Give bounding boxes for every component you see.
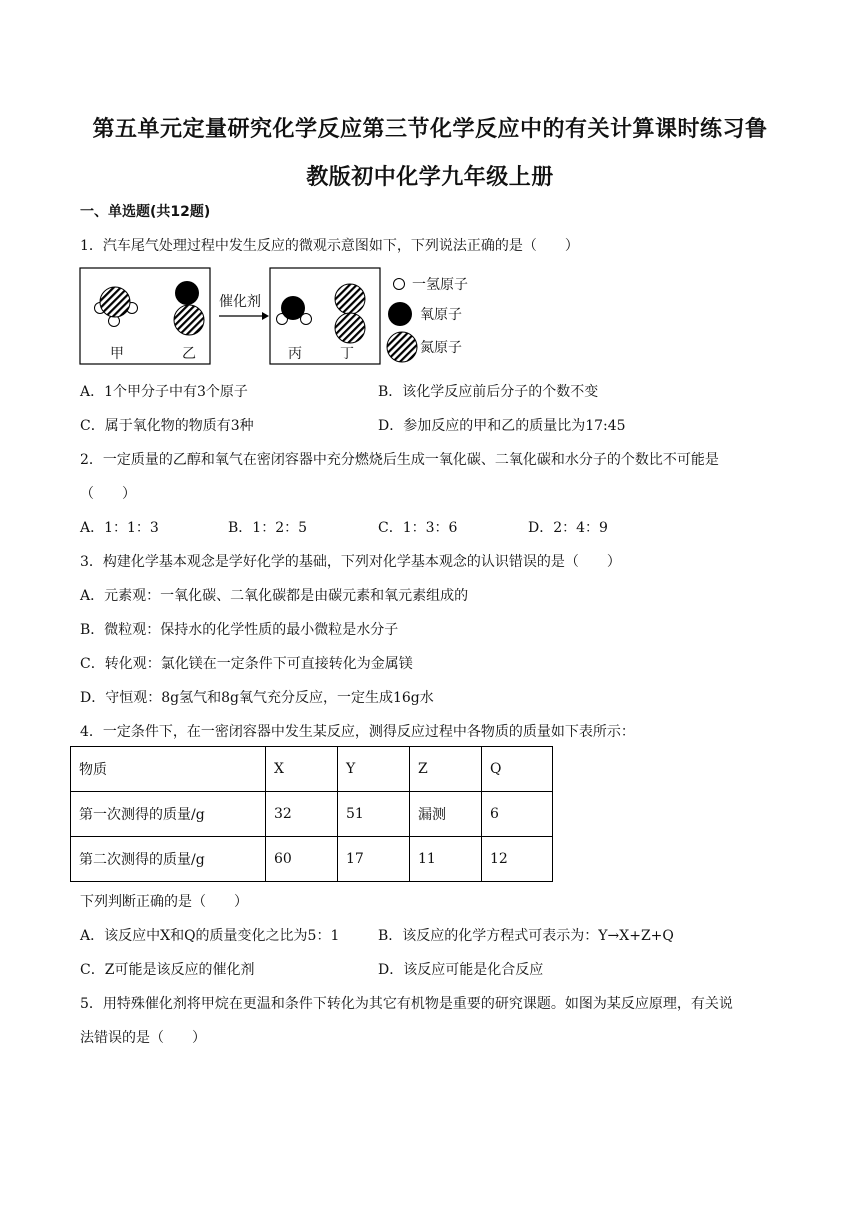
q1-reaction-diagram (70, 266, 490, 370)
table-cell: 51 (338, 792, 410, 837)
legend-hydrogen-label: 一氢原子 (412, 277, 468, 293)
q2-stem: 2．一定质量的乙醇和氧气在密闭容器中充分燃烧后生成一氧化碳、二氧化碳和水分子的个数比不可能是 (80, 452, 719, 468)
q2-option-c: C．1：3：6 (378, 520, 458, 536)
q1-option-d: D．参加反应的甲和乙的质量比为17:45 (378, 418, 626, 434)
table-header-cell: Z (410, 747, 482, 792)
nitrogen-atom (335, 284, 365, 314)
q3-option-b: B．微粒观：保持水的化学性质的最小微粒是水分子 (80, 622, 399, 638)
label-jia: 甲 (110, 346, 124, 362)
q2-option-b: B．1：2：5 (228, 520, 308, 536)
q4-option-c: C．Z可能是该反应的催化剂 (80, 962, 255, 978)
nitrogen-atom (174, 305, 204, 335)
q4-option-a: A．该反应中X和Q的质量变化之比为5：1 (80, 928, 340, 944)
q5-stem-continued: 法错误的是（ ） (80, 1030, 206, 1046)
q2-stem-continued: （ ） (80, 486, 136, 502)
reaction-arrow-head (262, 312, 269, 320)
q4-prompt: 下列判断正确的是（ ） (80, 894, 248, 910)
table-row (71, 792, 553, 837)
q3-option-a: A．元素观：一氧化碳、二氧化碳都是由碳元素和氧元素组成的 (80, 588, 469, 604)
table-cell: 60 (266, 837, 338, 882)
q5-stem: 5．用特殊催化剂将甲烷在更温和条件下转化为其它有机物是重要的研究课题。如图为某反应原理，有关说 (80, 996, 733, 1012)
table-cell: 11 (410, 837, 482, 882)
nitrogen-atom (335, 313, 365, 343)
q3-stem: 3．构建化学基本观念是学好化学的基础，下列对化学基本观念的认识错误的是（ ） (80, 554, 621, 570)
table-header-cell: Q (482, 747, 553, 792)
q4-option-b: B．该反应的化学方程式可表示为：Y→X+Z+Q (378, 928, 674, 944)
q1-option-a: A．1个甲分子中有3个原子 (80, 384, 248, 400)
q1-option-b: B．该化学反应前后分子的个数不变 (378, 384, 599, 400)
table-cell: 6 (482, 792, 553, 837)
q3-option-d: D．守恒观：8g氢气和8g氧气充分反应，一定生成16g水 (80, 690, 434, 706)
q4-option-d: D．该反应可能是化合反应 (378, 962, 544, 978)
label-yi: 乙 (182, 346, 196, 362)
legend-oxygen-icon (388, 302, 412, 326)
table-header-row (71, 747, 553, 792)
document-title-line1: 第五单元定量研究化学反应第三节化学反应中的有关计算课时练习鲁 (92, 117, 768, 142)
table-header-cell: 物质 (71, 747, 266, 792)
q1-option-c: C．属于氧化物的物质有3种 (80, 418, 254, 434)
label-ding: 丁 (340, 346, 354, 362)
oxygen-atom (281, 296, 305, 320)
table-header-cell: X (266, 747, 338, 792)
legend-nitrogen-label: 氮原子 (420, 340, 462, 356)
legend-hydrogen-icon (394, 279, 405, 290)
nitrogen-atom (100, 287, 130, 317)
legend-oxygen-label: 氧原子 (420, 307, 462, 323)
legend-nitrogen-icon (387, 332, 417, 362)
q1-stem: 1．汽车尾气处理过程中发生反应的微观示意图如下，下列说法正确的是（ ） (80, 238, 579, 254)
table-cell: 17 (338, 837, 410, 882)
section-heading: 一、单选题(共12题) (80, 204, 211, 220)
table-cell: 第一次测得的质量/g (71, 792, 266, 837)
q2-option-a: A．1：1：3 (80, 520, 159, 536)
q3-option-c: C．转化观：氯化镁在一定条件下可直接转化为金属镁 (80, 656, 413, 672)
catalyst-label: 催化剂 (219, 294, 261, 310)
oxygen-atom (175, 281, 199, 305)
label-bing: 丙 (288, 346, 302, 362)
document-title-line2: 教版初中化学九年级上册 (306, 165, 554, 190)
table-cell: 第二次测得的质量/g (71, 837, 266, 882)
table-header-cell: Y (338, 747, 410, 792)
q2-option-d: D．2：4：9 (528, 520, 608, 536)
q4-stem: 4．一定条件下，在一密闭容器中发生某反应，测得反应过程中各物质的质量如下表所示： (80, 724, 635, 740)
table-cell: 漏测 (410, 792, 482, 837)
table-cell: 12 (482, 837, 553, 882)
table-row (71, 837, 553, 882)
q4-mass-table (70, 746, 553, 882)
table-cell: 32 (266, 792, 338, 837)
